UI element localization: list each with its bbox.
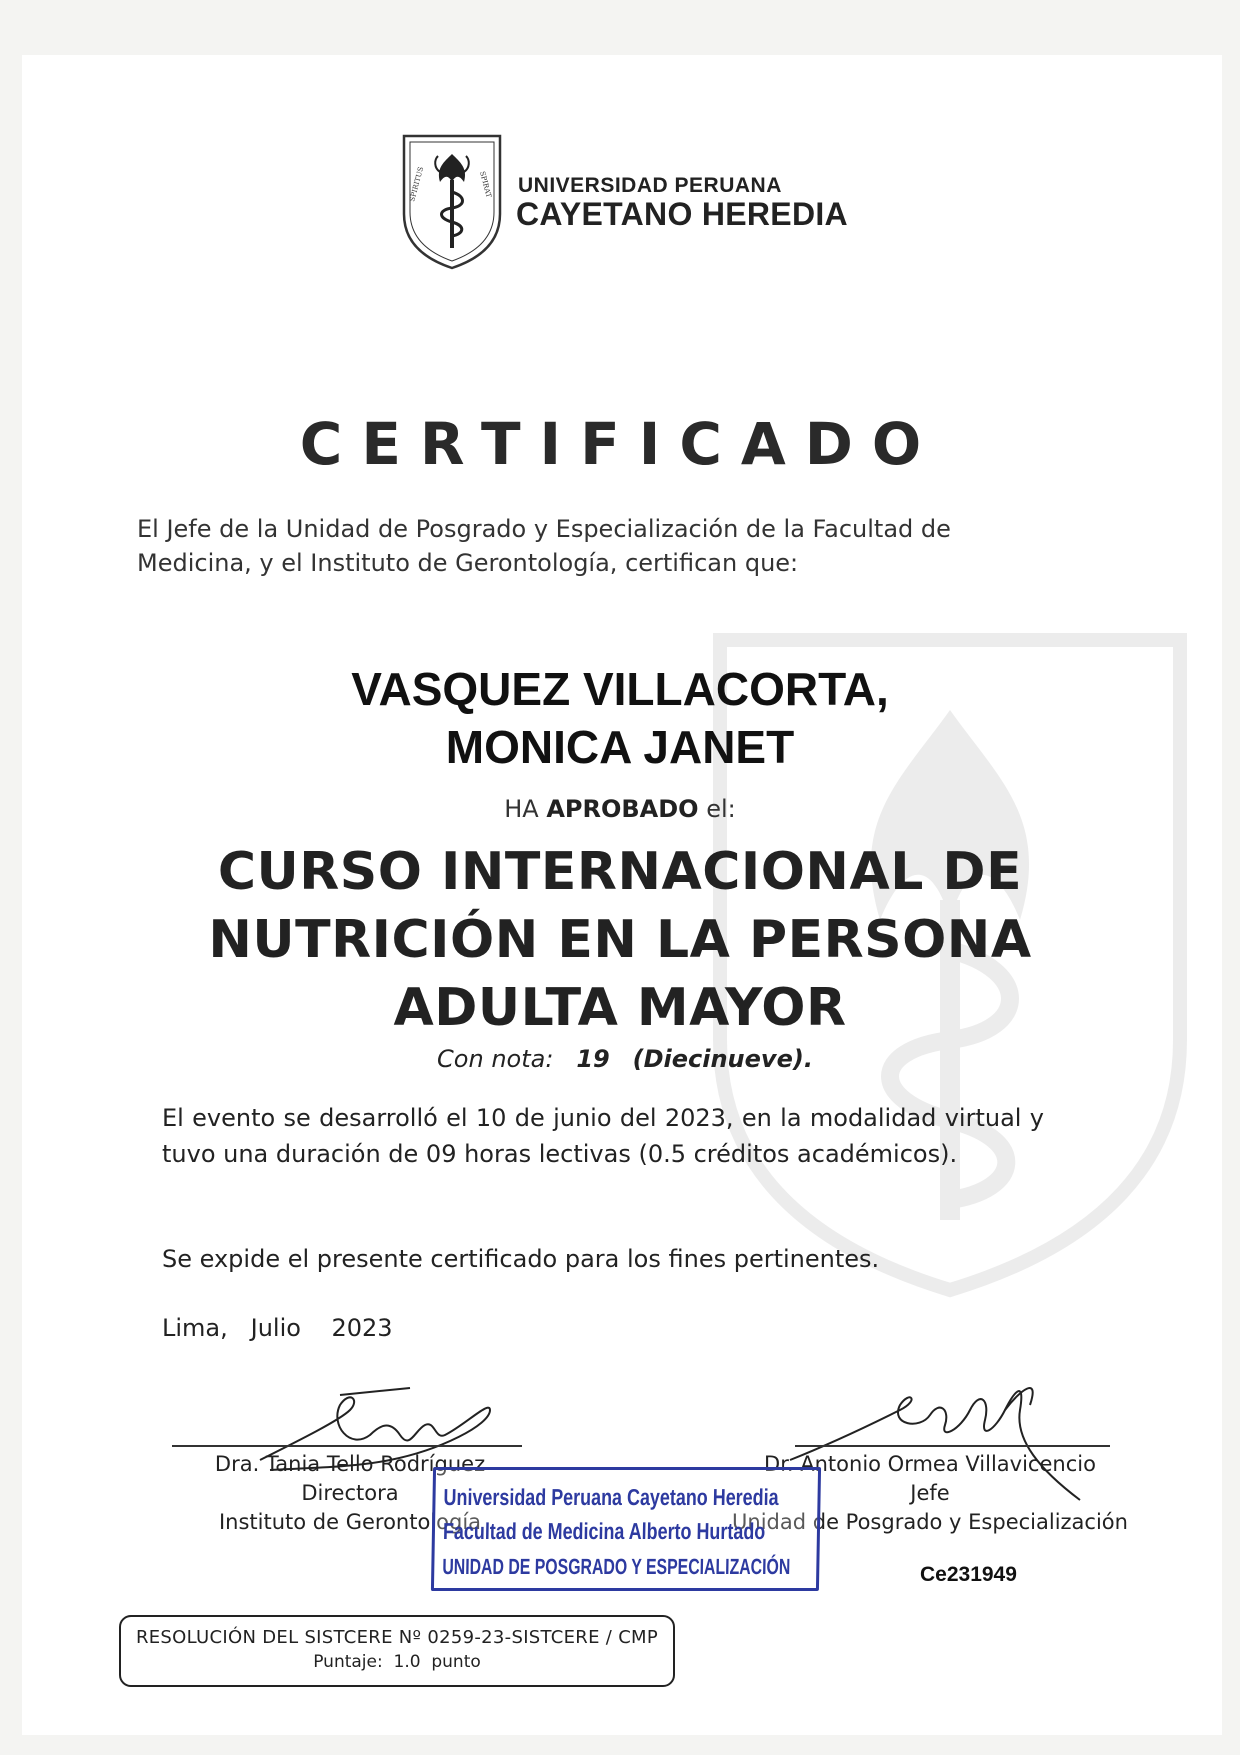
stamp-line2: Facultad de Medicina Alberto Hurtado — [442, 1518, 766, 1544]
signatory-1-unit: Instituto de Gerontología — [218, 1510, 482, 1534]
resolution-box — [119, 1615, 675, 1687]
score-line: Puntaje: 1.0 punto — [313, 1652, 481, 1672]
student-name-line2: MONICA JANET — [445, 721, 795, 773]
signatory-2-name: Dr. Antonio Ormea Villavicencio — [764, 1452, 1096, 1476]
approval-verb: APROBADO — [546, 795, 699, 823]
issue-statement: Se expide el presente certificado para los fines pertinentes. — [162, 1245, 880, 1273]
official-stamp — [431, 1467, 821, 1591]
grade-label: Con nota: — [437, 1045, 554, 1073]
signatory-2-role: Jefe — [910, 1481, 950, 1505]
stamp-line3: UNIDAD DE POSGRADO Y ESPECIALIZACIÓN — [442, 1554, 791, 1579]
event-description: El evento se desarrolló el 10 de junio del 2023, en la modalidad virtual y tuvo una duración de 09 horas lectivas (0.5 créditos académicos). — [162, 1104, 1044, 1168]
course-title-line1: CURSO INTERNACIONAL DE — [217, 842, 1023, 902]
student-name-line1: VASQUEZ VILLACORTA, — [351, 663, 889, 715]
intro-text: El Jefe de la Unidad de Posgrado y Especialización de la Facultad de Medicina, y el Instituto de Gerontología, certifican que: — [137, 515, 951, 577]
certificate-title: CERTIFICADO — [299, 410, 941, 478]
grade-words: (Diecinueve). — [632, 1045, 813, 1073]
course-title — [0, 838, 1240, 1042]
grade-value: 19 — [576, 1045, 610, 1073]
signatory-1-name: Dra. Tania Tello Rodríguez — [214, 1452, 486, 1476]
certificate-code: Ce231949 — [920, 1563, 1017, 1586]
svg-text:SPIRAT: SPIRAT — [478, 170, 493, 199]
grade-line — [0, 1045, 1240, 1073]
signatory-1-role: Directora — [301, 1481, 399, 1505]
approval-prefix: HA — [504, 795, 539, 823]
course-title-line2: NUTRICIÓN EN LA PERSONA — [208, 910, 1032, 970]
approval-suffix: el: — [706, 795, 736, 823]
place-date: Lima, Julio 2023 — [162, 1314, 393, 1342]
approval-line — [0, 795, 1240, 823]
signature-line-2 — [795, 1445, 1110, 1447]
stamp-line1: Universidad Peruana Cayetano Heredia — [443, 1484, 779, 1510]
course-title-line3: ADULTA MAYOR — [393, 978, 847, 1038]
svg-text:SPIRITUS: SPIRITUS — [408, 165, 426, 203]
resolution-line: RESOLUCIÓN DEL SISTCERE Nº 0259-23-SISTCERE / CMP — [135, 1627, 659, 1648]
signature-line-1 — [172, 1445, 522, 1447]
university-name-line2: CAYETANO HEREDIA — [516, 196, 848, 232]
university-crest-icon — [400, 132, 504, 272]
student-name — [0, 660, 1240, 776]
signatory-2-unit: Unidad de Posgrado y Especialización — [732, 1510, 1128, 1534]
university-name-line1: UNIVERSIDAD PERUANA — [518, 174, 782, 197]
